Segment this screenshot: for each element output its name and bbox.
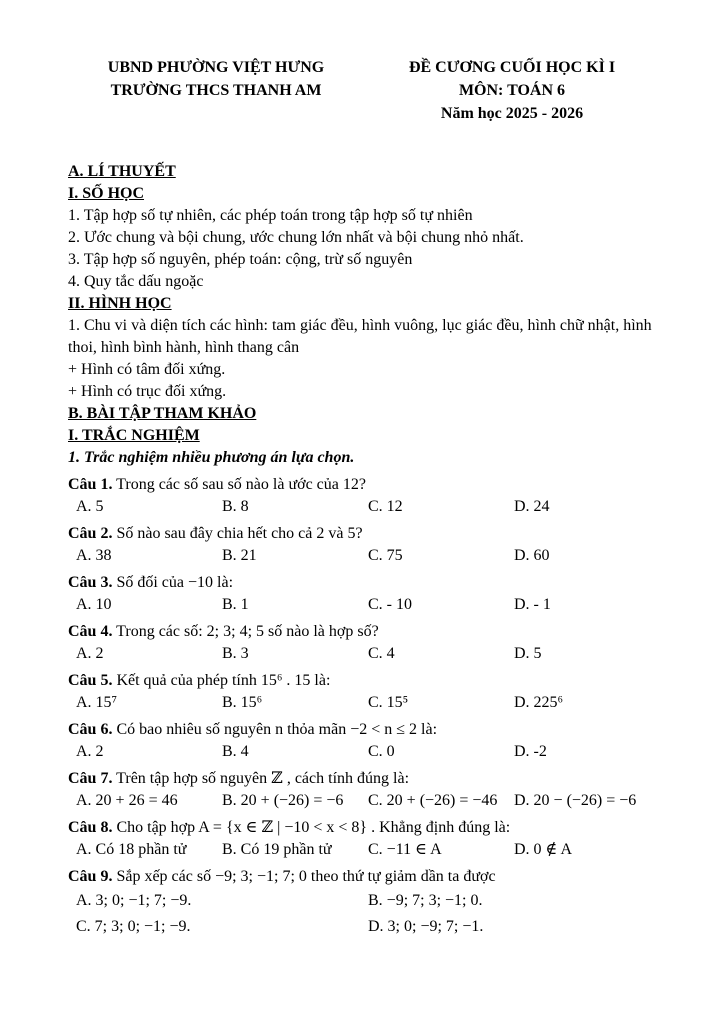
question-3-options	[68, 594, 660, 616]
option-c: C. 15⁵	[368, 694, 409, 711]
question-6	[68, 719, 660, 763]
option-d: D. 0 ∉ A	[514, 841, 573, 858]
geometry-item: 1. Chu vi và diện tích các hình: tam giác đều, hình vuông, lục giác đều, hình chữ nhật, hình thoi, hình bình hành, hình thang cân	[68, 317, 652, 356]
option-a: A. 38	[76, 547, 112, 564]
question-text: Trong các số: 2; 3; 4; 5 số nào là hợp số?	[112, 623, 379, 640]
question-3	[68, 572, 660, 616]
org-name: UBND PHƯỜNG VIỆT HƯNG	[107, 59, 325, 76]
number-theory-heading: I. SỐ HỌC	[68, 185, 145, 202]
theory-item: 3. Tập hợp số nguyên, phép toán: cộng, trừ số nguyên	[68, 251, 413, 268]
question-stem	[68, 670, 660, 692]
option-d: D. 225⁶	[514, 694, 564, 711]
question-label: Câu 2.	[68, 525, 113, 542]
question-1-options	[68, 496, 660, 518]
option-d: D. -2	[514, 743, 547, 760]
question-2-options	[68, 545, 660, 567]
school-header-block	[68, 56, 364, 125]
school-year-line: Năm học 2025 - 2026	[440, 105, 584, 122]
theory-item: 4. Quy tắc dấu ngoặc	[68, 273, 204, 290]
option-b: B. 8	[222, 498, 249, 515]
question-stem	[68, 719, 660, 741]
question-9	[68, 866, 660, 938]
question-text: Số đối của −10 là:	[112, 574, 234, 591]
question-8-options	[68, 839, 660, 861]
option-a: A. 2	[76, 645, 104, 662]
option-b: B. Có 19 phần tử	[222, 841, 332, 858]
multiple-choice-subtype: 1. Trắc nghiệm nhiều phương án lựa chọn.	[68, 449, 355, 466]
question-text: Trên tập hợp số nguyên ℤ , cách tính đúng là:	[112, 770, 410, 787]
subject-line: MÔN: TOÁN 6	[458, 82, 566, 99]
question-label: Câu 1.	[68, 476, 113, 493]
option-d: D. 20 − (−26) = −6	[514, 792, 637, 809]
option-d: D. 24	[514, 498, 550, 515]
question-text: Có bao nhiêu số nguyên n thỏa mãn −2 < n ≤ 2 là:	[112, 721, 438, 738]
question-2	[68, 523, 660, 567]
question-text: Sắp xếp các số −9; 3; −1; 7; 0 theo thứ tự giảm dần ta được	[112, 868, 496, 885]
option-c: C. 12	[368, 498, 403, 515]
option-d: D. 5	[514, 645, 542, 662]
question-text: Số nào sau đây chia hết cho cả 2 và 5?	[112, 525, 363, 542]
question-stem	[68, 474, 660, 496]
theory-item: 1. Tập hợp số tự nhiên, các phép toán trong tập hợp số tự nhiên	[68, 207, 473, 224]
school-name: TRƯỜNG THCS THANH AM	[110, 82, 322, 99]
exam-header-block	[364, 56, 660, 125]
option-b: B. 1	[222, 596, 249, 613]
geometry-item: + Hình có tâm đối xứng.	[68, 361, 226, 378]
doc-title: ĐỀ CƯƠNG CUỐI HỌC KÌ I	[408, 59, 616, 76]
option-b: B. 3	[222, 645, 249, 662]
option-b: B. 4	[222, 743, 249, 760]
question-stem	[68, 523, 660, 545]
question-text: Kết quả của phép tính 15⁶ . 15 là:	[112, 672, 331, 689]
section-b-heading: B. BÀI TẬP THAM KHẢO	[68, 405, 257, 422]
document-body	[68, 161, 660, 938]
option-b: B. 15⁶	[222, 694, 263, 711]
option-a: A. 10	[76, 596, 112, 613]
question-label: Câu 5.	[68, 672, 113, 689]
theory-item: 2. Ước chung và bội chung, ước chung lớn nhất và bội chung nhỏ nhất.	[68, 229, 524, 246]
question-1	[68, 474, 660, 518]
section-a-heading: A. LÍ THUYẾT	[68, 163, 176, 180]
option-c: C. 7; 3; 0; −1; −9.	[76, 918, 191, 935]
question-6-options	[68, 741, 660, 763]
option-a: A. Có 18 phần tử	[76, 841, 187, 858]
question-label: Câu 3.	[68, 574, 113, 591]
option-d: D. 3; 0; −9; 7; −1.	[368, 918, 484, 935]
option-b: B. 21	[222, 547, 257, 564]
option-a: A. 5	[76, 498, 104, 515]
geometry-item: + Hình có trục đối xứng.	[68, 383, 227, 400]
question-stem	[68, 817, 660, 839]
question-label: Câu 8.	[68, 819, 113, 836]
question-text: Cho tập hợp A = {x ∈ ℤ | −10 < x < 8} . Khẳng định đúng là:	[112, 819, 511, 836]
question-4-options	[68, 643, 660, 665]
option-c: C. 0	[368, 743, 395, 760]
question-7	[68, 768, 660, 812]
option-a: A. 2	[76, 743, 104, 760]
question-5	[68, 670, 660, 714]
geometry-heading: II. HÌNH HỌC	[68, 295, 172, 312]
question-stem	[68, 621, 660, 643]
option-c: C. −11 ∈ A	[368, 841, 442, 858]
option-d: D. - 1	[514, 596, 551, 613]
question-label: Câu 4.	[68, 623, 113, 640]
option-c: C. 75	[368, 547, 403, 564]
question-4	[68, 621, 660, 665]
question-9-options	[68, 890, 660, 938]
option-c: C. - 10	[368, 596, 412, 613]
document-header	[68, 56, 660, 125]
option-c: C. 4	[368, 645, 395, 662]
option-b: B. −9; 7; 3; −1; 0.	[368, 892, 483, 909]
option-a: A. 15⁷	[76, 694, 118, 711]
option-a: A. 20 + 26 = 46	[76, 792, 178, 809]
question-stem	[68, 572, 660, 594]
option-b: B. 20 + (−26) = −6	[222, 792, 344, 809]
question-stem	[68, 866, 660, 888]
question-stem	[68, 768, 660, 790]
question-label: Câu 9.	[68, 868, 113, 885]
question-7-options	[68, 790, 660, 812]
option-c: C. 20 + (−26) = −46	[368, 792, 498, 809]
question-label: Câu 6.	[68, 721, 113, 738]
question-8	[68, 817, 660, 861]
option-d: D. 60	[514, 547, 550, 564]
question-5-options	[68, 692, 660, 714]
question-label: Câu 7.	[68, 770, 113, 787]
question-text: Trong các số sau số nào là ước của 12?	[112, 476, 366, 493]
multiple-choice-heading: I. TRẮC NGHIỆM	[68, 427, 200, 444]
option-a: A. 3; 0; −1; 7; −9.	[76, 892, 192, 909]
